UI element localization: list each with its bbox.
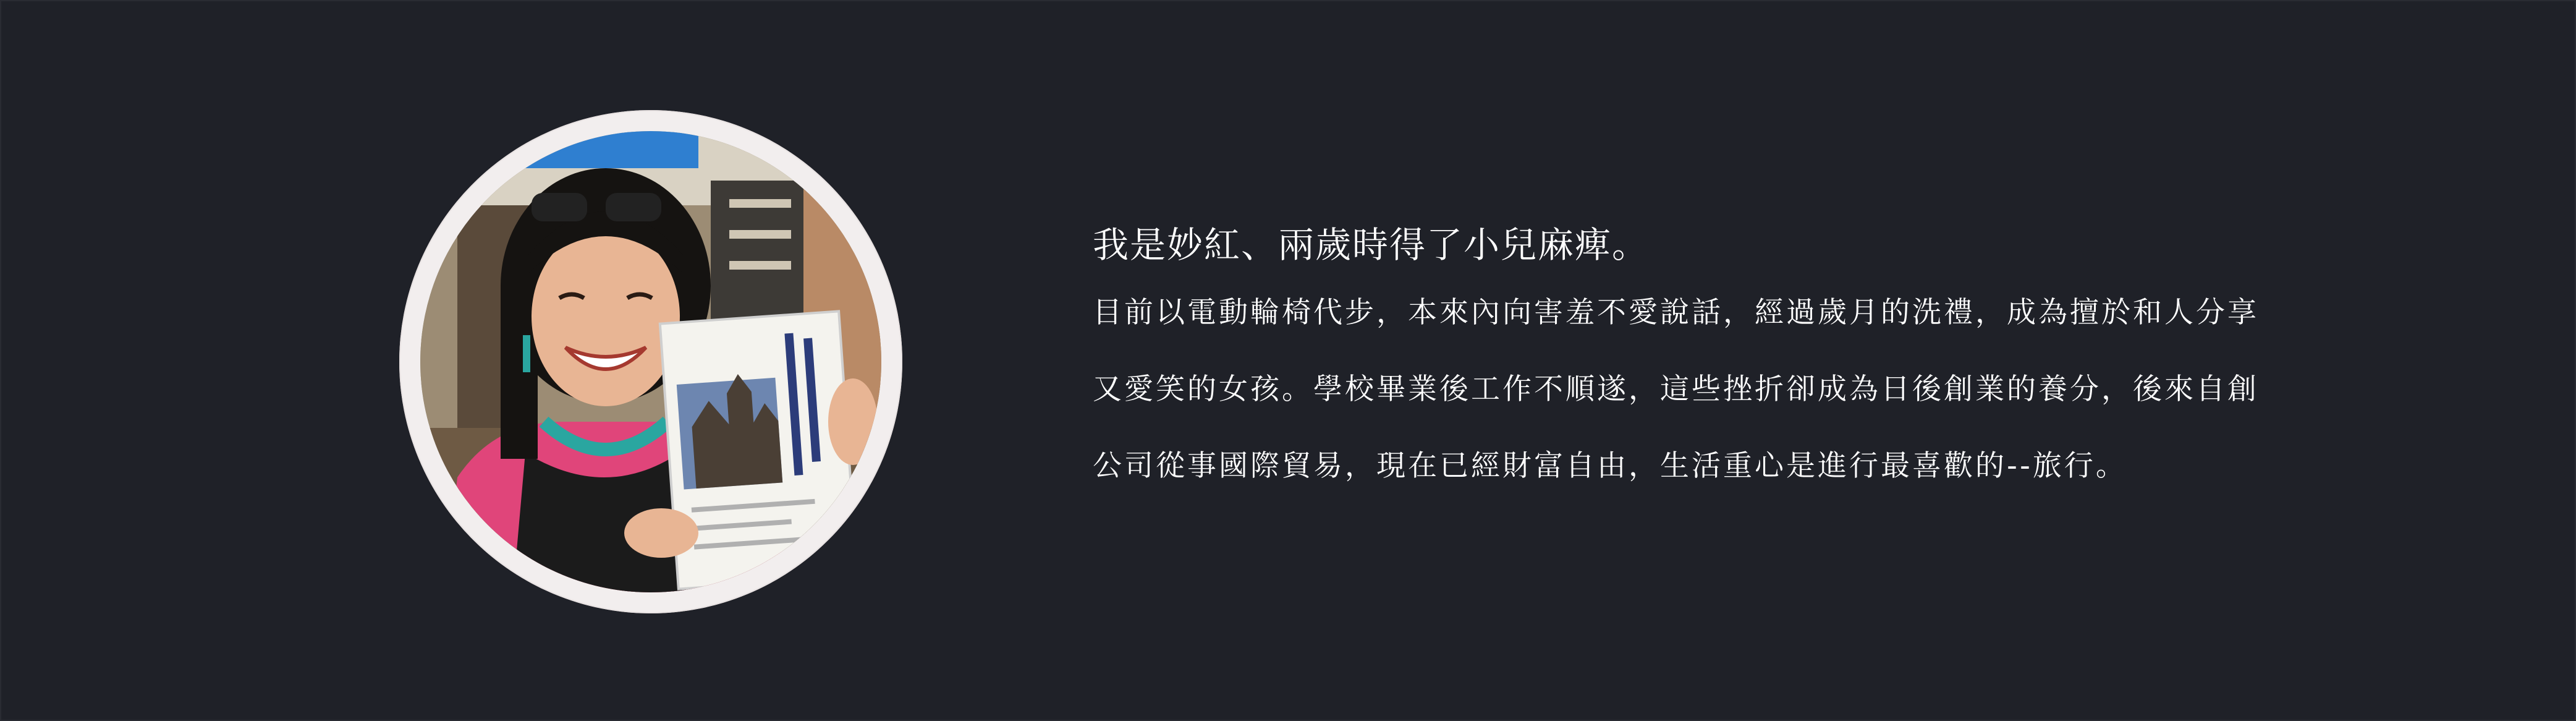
portrait-photo xyxy=(420,131,881,592)
bio-section xyxy=(1093,220,2415,524)
bio-line: 又愛笑的女孩。學校畢業後工作不順遂，這些挫折卻成為日後創業的養分，後來自創 xyxy=(1093,372,2259,406)
bio-line: 公司從事國際貿易，現在已經財富自由，生活重心是進行最喜歡的--旅行。 xyxy=(1093,449,2127,483)
avatar xyxy=(420,131,881,592)
bio-line: 目前以電動輪椅代步，本來內向害羞不愛說話，經過歲月的洗禮，成為擅於和人分享 xyxy=(1093,296,2259,330)
bio-headline: 我是妙紅、兩歲時得了小兒麻痺。 xyxy=(1093,224,1650,266)
